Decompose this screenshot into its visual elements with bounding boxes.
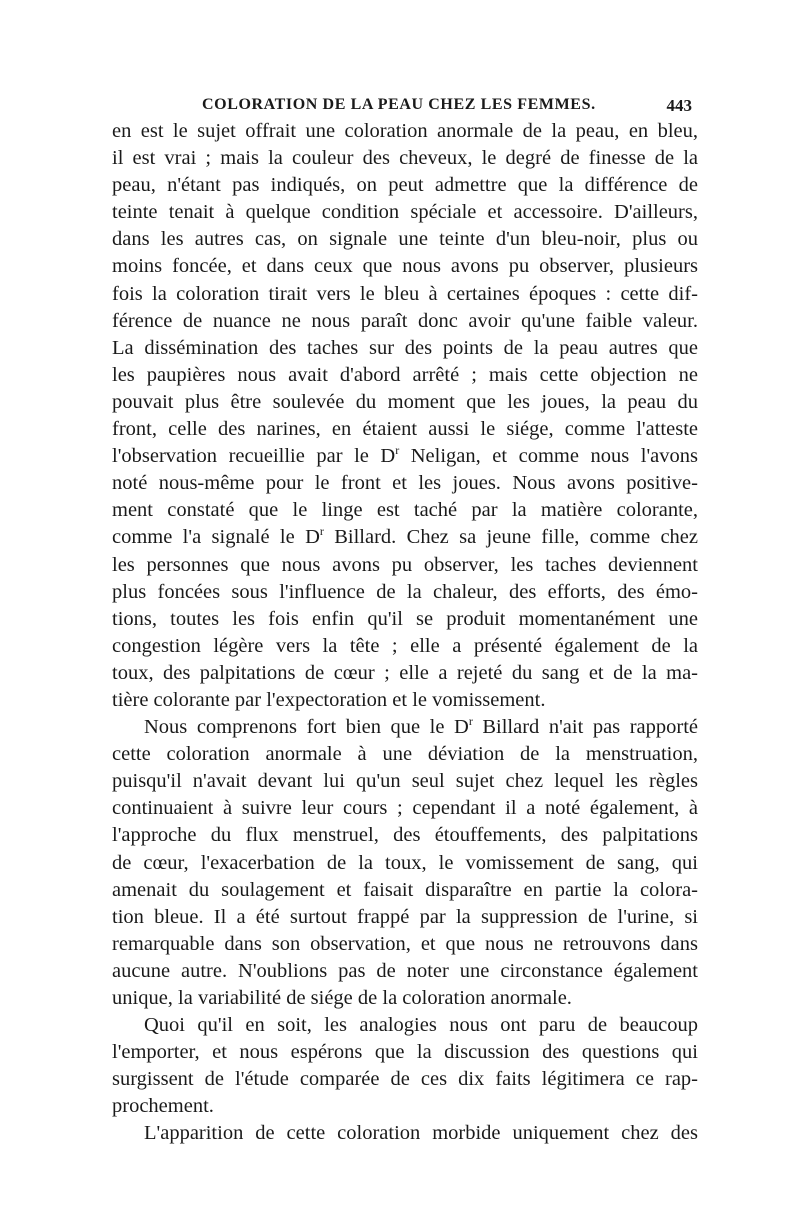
text-line: il est vrai ; mais la couleur des cheveux, le degré de finesse de la	[112, 147, 698, 170]
text-line	[112, 524, 698, 551]
text-segment: l'observation recueillie par le D	[112, 445, 396, 468]
text-line	[112, 443, 698, 470]
text-line: amenait du soulagement et faisait disparaître en partie la colora-	[112, 878, 698, 901]
text-line: en est le sujet offrait une coloration anormale de la peau, en bleu,	[112, 120, 698, 142]
text-line: tions, toutes les fois enfin qu'il se produit momentanément une	[112, 607, 698, 630]
text-line: tion bleue. Il a été surtout frappé par la suppression de l'urine, si	[112, 905, 698, 928]
text-line	[112, 714, 698, 741]
text-line: La dissémination des taches sur des points de la peau autres que	[112, 336, 698, 359]
text-line: aucune autre. N'oublions pas de noter une circonstance également	[112, 959, 698, 982]
text-line: plus foncées sous l'influence de la chaleur, des efforts, des émo-	[112, 580, 698, 603]
text-line: tière colorante par l'expectoration et le vomissement.	[112, 688, 546, 711]
text-line: noté nous-même pour le front et les joues. Nous avons positive-	[112, 472, 698, 495]
running-title: COLORATION DE LA PEAU CHEZ LES FEMMES.	[202, 96, 596, 113]
text-line: Quoi qu'il en soit, les analogies nous ont paru de beaucoup	[144, 1014, 698, 1037]
text-line: moins foncée, et dans ceux que nous avons pu observer, plusieurs	[112, 255, 698, 278]
text-line: puisqu'il n'avait devant lui qu'un seul sujet chez lequel les règles	[112, 770, 698, 793]
text-line: de cœur, l'exacerbation de la toux, le vomissement de sang, qui	[112, 851, 698, 874]
text-segment: comme l'a signalé le D	[112, 526, 320, 549]
superscript: r	[395, 443, 400, 458]
body-text	[112, 118, 698, 1148]
text-line: fois la coloration tirait vers le bleu à certaines époques : cette dif-	[112, 282, 698, 305]
text-line: remarquable dans son observation, et que nous ne retrouvons dans	[112, 932, 698, 955]
text-segment: Neligan, et comme nous l'avons	[399, 445, 698, 468]
text-line: congestion légère vers la tête ; elle a présenté également de la	[112, 634, 698, 657]
text-segment: Billard n'ait pas rapporté	[472, 716, 698, 739]
text-segment: Billard. Chez sa jeune fille, comme chez	[323, 526, 698, 549]
text-line: front, celle des narines, en étaient aussi le siége, comme l'atteste	[112, 418, 698, 441]
text-segment: Nous comprenons fort bien que le D	[144, 716, 469, 739]
text-line: l'approche du flux menstruel, des étouffements, des palpitations	[112, 824, 698, 847]
text-line: prochement.	[112, 1095, 214, 1118]
text-line: unique, la variabilité de siége de la coloration anormale.	[112, 987, 572, 1009]
page-number: 443	[666, 96, 692, 115]
text-line: férence de nuance ne nous paraît donc avoir qu'une faible valeur.	[112, 309, 698, 332]
text-line: surgissent de l'étude comparée de ces dix faits légitimera ce rap-	[112, 1068, 698, 1091]
text-line: les paupières nous avait d'abord arrêté ; mais cette objection ne	[112, 363, 698, 386]
text-line: peau, n'étant pas indiqués, on peut admettre que la différence de	[112, 174, 698, 197]
text-line: cette coloration anormale à une déviation de la menstruation,	[112, 743, 698, 766]
text-line: toux, des palpitations de cœur ; elle a rejeté du sang et de la ma-	[112, 661, 698, 684]
text-line: ment constaté que le linge est taché par la matière colorante,	[112, 499, 698, 522]
text-line: l'emporter, et nous espérons que la discussion des questions qui	[112, 1041, 698, 1064]
running-head	[112, 96, 692, 120]
text-line: teinte tenait à quelque condition spéciale et accessoire. D'ailleurs,	[112, 201, 698, 224]
superscript: r	[468, 714, 473, 729]
text-line: continuaient à suivre leur cours ; cependant il a noté également, à	[112, 797, 698, 820]
text-line: les personnes que nous avons pu observer, les taches deviennent	[112, 553, 698, 576]
text-line: dans les autres cas, on signale une teinte d'un bleu-noir, plus ou	[112, 228, 698, 251]
text-line: L'apparition de cette coloration morbide uniquement chez des	[144, 1122, 698, 1145]
text-line: pouvait plus être soulevée du moment que les joues, la peau du	[112, 390, 698, 413]
superscript: r	[319, 524, 324, 539]
